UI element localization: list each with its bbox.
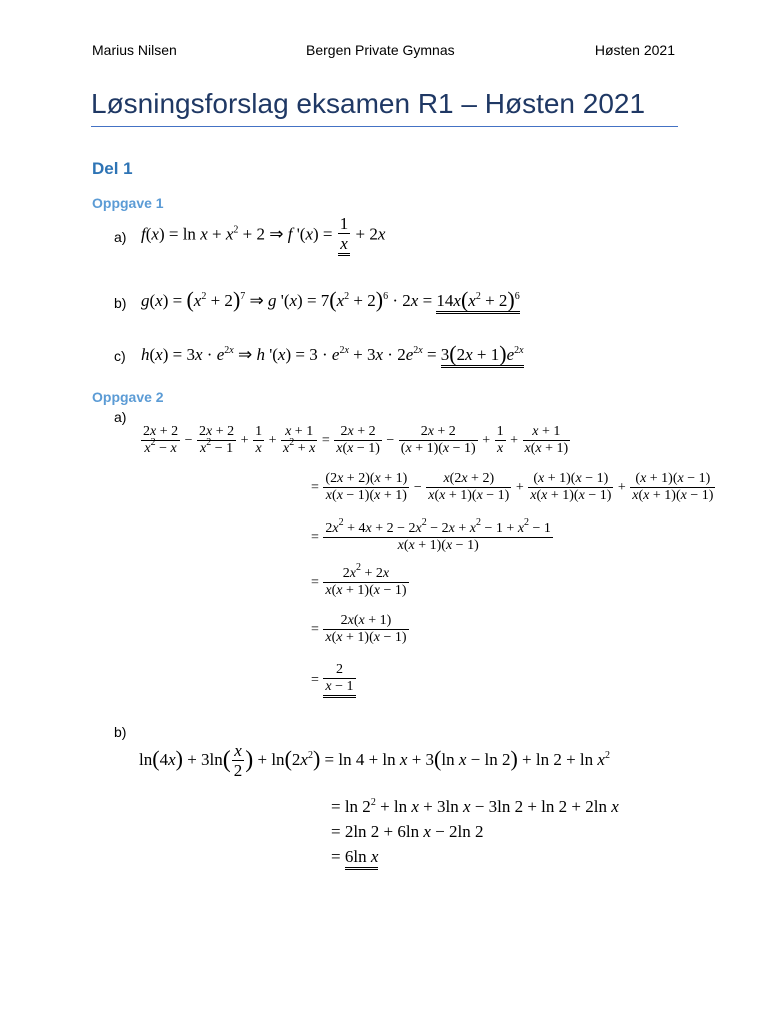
header-school: Bergen Private Gymnas <box>306 42 455 58</box>
equation-2b-line-1: ln(4x) + 3ln( $\frac{x}{2}$ ) + $\ln(2x^2) = \ln 4 + \ln x + 3(\ln$ $x - \ln 2) + \ln 2 + \ln x^2$ <box>139 741 610 780</box>
page-title: Løsningsforslag eksamen R1 – Høsten 2021 <box>91 88 646 119</box>
section-heading: Del 1 <box>92 159 133 178</box>
header-author: Marius Nilsen <box>92 42 177 58</box>
task-1a-label: a) <box>114 229 127 245</box>
equation-2a-line-6: = $\frac{2}{x - 1}$ <box>311 663 357 698</box>
task-heading-2: Oppgave 2 <box>92 389 164 405</box>
equation-2a-line-1: $\frac{2x + 2}{x^2 - x}$ − $\frac{2x + 2}{x^2 - 1}$ + $\frac{1}{x}$ + $\frac{x + 1}{x^2 + x}$ = $\frac{2x + 2}{x(x - 1)}$ − $\frac{2x + 2}{(x + 1)(x - 1)}$ + $\frac{1}{x}$ + $\frac{x + 1}{x(x + 1)}$ <box>143 424 569 456</box>
task-1b-label: b) <box>114 295 127 311</box>
equation-2b-line-2: = $\ln 2^2 + \ln x + 3\ln$ x − 3ln 2 + ln 2 + 2ln x <box>331 797 619 816</box>
equation-2a-line-3: = $\frac{2x^2 + 4x + 2 - 2x^2 - 2x + x^2 - 1 + x^2 - 1}{x(x + 1)(x - 1)}$ <box>311 517 551 553</box>
equation-1c: $h(x) = 3x \cdot e^{2x}$ ⇒ h '$(x) = 3 \cdot e^{2x} + 3x \cdot 2e^{2x} = 3(2x + 1)e^{2x}$ <box>141 341 524 366</box>
title-underline <box>91 126 678 127</box>
task-2a-label: a) <box>114 409 127 425</box>
equation-2b-line-4: = 6ln x <box>331 847 378 867</box>
header-term: Høsten 2021 <box>594 42 675 58</box>
task-1c-label: c) <box>114 348 126 364</box>
equation-1a: $f(x) = \ln x + x^2 + 2$ ⇒ f '(x) = $\frac{1}{x}$ + 2x <box>141 215 385 256</box>
task-2b-label: b) <box>114 724 127 740</box>
equation-1b: $g(x) = (x^2 + 2)^7$ ⇒ g '$(x) = 7(x^2 + 2)^6 \cdot 2x = 14x(x^2 + 2)^6$ <box>141 287 520 312</box>
equation-2a-line-2: = $\frac{(2x + 2)(x + 1)}{x(x - 1)(x + 1)}$ − $\frac{x(2x + 2)}{x(x + 1)(x - 1)}$ + $\frac{(x + 1)(x - 1)}{x(x + 1)(x - 1)}$ + $\frac{(x + 1)(x - 1)}{x(x + 1)(x - 1)}$ <box>311 471 714 503</box>
equation-2a-line-4: = $\frac{2x^2 + 2x}{x(x + 1)(x - 1)}$ <box>311 562 407 598</box>
equation-2b-line-3: = 2ln 2 + 6ln x − 2ln 2 <box>331 822 484 841</box>
equation-2a-line-5: = $\frac{2x(x + 1)}{x(x + 1)(x - 1)}$ <box>311 613 407 645</box>
task-heading-1: Oppgave 1 <box>92 195 164 211</box>
